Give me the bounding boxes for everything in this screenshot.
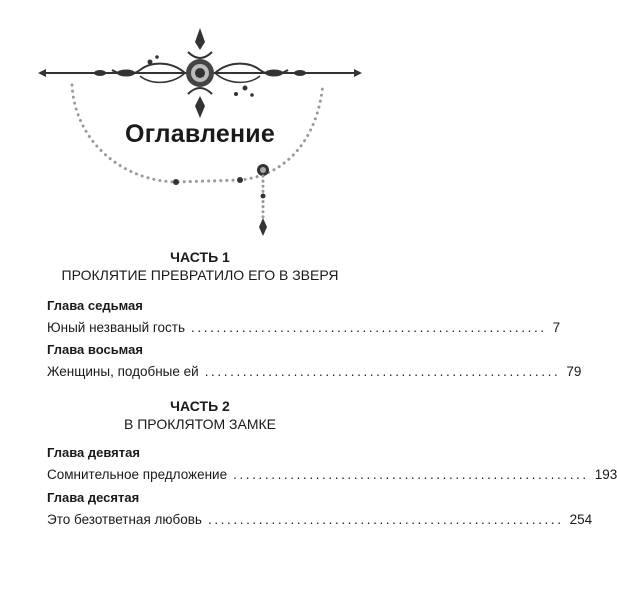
chapter-name: Это безответная любовь (47, 512, 202, 527)
chapter-title: Глава десятая (47, 490, 140, 505)
part-label: ЧАСТЬ 1 (170, 249, 230, 265)
chapter-name: Юный незваный гость (47, 320, 186, 335)
dot-leader: ........................................................ (191, 320, 547, 335)
page-number: 193 (594, 467, 617, 482)
part-1-header (0, 248, 400, 285)
toc-entry[interactable] (47, 489, 593, 528)
part-2-header (0, 397, 400, 434)
page-title: Оглавление (125, 120, 275, 148)
part-subtitle: ПРОКЛЯТИЕ ПРЕВРАТИЛО ЕГО В ЗВЕРЯ (61, 267, 339, 283)
chapter-title: Глава девятая (47, 445, 140, 460)
page-number: 79 (566, 364, 582, 379)
part-subtitle: В ПРОКЛЯТОМ ЗАМКЕ (124, 416, 276, 432)
chapter-name: Сомнительное предложение (47, 467, 228, 482)
part-label: ЧАСТЬ 2 (170, 398, 230, 414)
page-number: 7 (552, 320, 561, 335)
chapter-name: Женщины, подобные ей (47, 364, 199, 379)
dot-leader: ........................................................ (233, 467, 589, 482)
dot-leader: ........................................................ (207, 512, 564, 527)
page-number: 254 (569, 512, 593, 527)
dot-leader: ........................................................ (204, 364, 561, 379)
chapter-title: Глава восьмая (47, 342, 143, 357)
toc-entry[interactable] (47, 444, 617, 483)
chapter-title: Глава седьмая (47, 298, 143, 313)
toc-entry[interactable] (47, 297, 561, 336)
toc-entry[interactable] (47, 341, 582, 380)
